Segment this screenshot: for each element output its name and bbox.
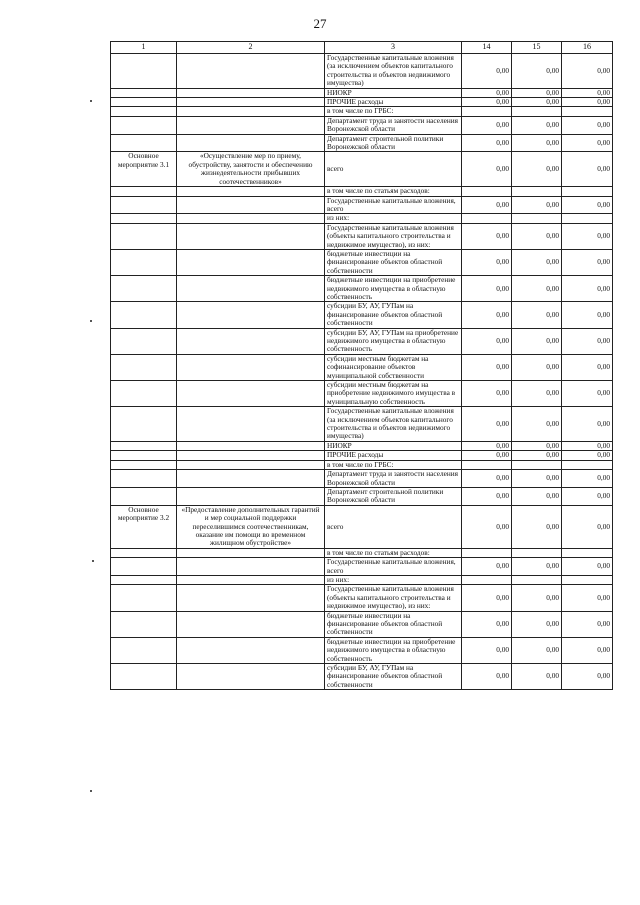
value-cell-14: 0,00 <box>462 249 512 275</box>
value-cell-15 <box>512 107 562 116</box>
activity-name-cell <box>177 460 325 469</box>
value-cell-14: 0,00 <box>462 116 512 134</box>
expense-label-cell: ПРОЧИЕ расходы <box>325 451 462 460</box>
activity-code-cell: Основное мероприятие 3.1 <box>111 152 177 187</box>
value-cell-14: 0,00 <box>462 276 512 302</box>
activity-code-cell <box>111 611 177 637</box>
table-row <box>111 451 613 460</box>
activity-code-cell <box>111 98 177 107</box>
value-cell-14: 0,00 <box>462 54 512 89</box>
activity-name-cell <box>177 54 325 89</box>
value-cell-16 <box>562 460 613 469</box>
value-cell-15: 0,00 <box>512 611 562 637</box>
activity-name-cell <box>177 611 325 637</box>
table-row <box>111 354 613 380</box>
value-cell-14: 0,00 <box>462 637 512 663</box>
value-cell-14: 0,00 <box>462 152 512 187</box>
expense-label-cell: бюджетные инвестиции на приобретение недвижимого имущества в областную собственность <box>325 637 462 663</box>
value-cell-14: 0,00 <box>462 88 512 97</box>
value-cell-14 <box>462 575 512 584</box>
value-cell-14 <box>462 460 512 469</box>
value-cell-15: 0,00 <box>512 354 562 380</box>
value-cell-16: 0,00 <box>562 611 613 637</box>
activity-name-cell <box>177 134 325 152</box>
expense-label-cell: из них: <box>325 575 462 584</box>
value-cell-16: 0,00 <box>562 88 613 97</box>
expense-label-cell: Департамент труда и занятости населения Воронежской области <box>325 470 462 488</box>
value-cell-14: 0,00 <box>462 223 512 249</box>
value-cell-15: 0,00 <box>512 487 562 505</box>
value-cell-16: 0,00 <box>562 558 613 576</box>
activity-code-cell <box>111 223 177 249</box>
expense-label-cell: бюджетные инвестиции на финансирование объектов областной собственности <box>325 249 462 275</box>
value-cell-14: 0,00 <box>462 470 512 488</box>
table-row <box>111 558 613 576</box>
table-row <box>111 470 613 488</box>
value-cell-14: 0,00 <box>462 407 512 442</box>
value-cell-16: 0,00 <box>562 487 613 505</box>
activity-name-cell <box>177 98 325 107</box>
value-cell-15: 0,00 <box>512 276 562 302</box>
activity-name-cell <box>177 585 325 611</box>
expense-label-cell: субсидии БУ, АУ, ГУПам на приобретение недвижимого имущества в областную собственность <box>325 328 462 354</box>
table-row <box>111 585 613 611</box>
scan-mark <box>90 790 92 792</box>
expense-label-cell: в том числе по статьям расходов: <box>325 548 462 557</box>
activity-code-cell <box>111 664 177 690</box>
activity-code-cell <box>111 407 177 442</box>
activity-code-cell <box>111 441 177 450</box>
expense-label-cell: всего <box>325 152 462 187</box>
activity-name-cell <box>177 107 325 116</box>
value-cell-16: 0,00 <box>562 585 613 611</box>
value-cell-14: 0,00 <box>462 505 512 548</box>
activity-name-cell <box>177 407 325 442</box>
activity-code-cell <box>111 196 177 214</box>
activity-name-cell <box>177 223 325 249</box>
activity-name-cell <box>177 214 325 223</box>
expense-label-cell: в том числе по ГРБС: <box>325 107 462 116</box>
activity-code-cell <box>111 558 177 576</box>
table-row <box>111 407 613 442</box>
value-cell-14: 0,00 <box>462 451 512 460</box>
activity-code-cell <box>111 134 177 152</box>
value-cell-15: 0,00 <box>512 54 562 89</box>
header-cell: 3 <box>325 42 462 54</box>
value-cell-15 <box>512 460 562 469</box>
activity-code-cell <box>111 460 177 469</box>
expense-label-cell: Государственные капитальные вложения (объекты капитального строительства и недвижимое имущество), из них: <box>325 585 462 611</box>
header-row <box>111 42 613 54</box>
value-cell-14: 0,00 <box>462 664 512 690</box>
activity-name-cell <box>177 441 325 450</box>
value-cell-15 <box>512 187 562 196</box>
scan-mark <box>90 100 92 102</box>
value-cell-16: 0,00 <box>562 451 613 460</box>
value-cell-16: 0,00 <box>562 54 613 89</box>
value-cell-14 <box>462 187 512 196</box>
activity-code-cell <box>111 585 177 611</box>
value-cell-16: 0,00 <box>562 116 613 134</box>
table-row <box>111 302 613 328</box>
value-cell-14: 0,00 <box>462 134 512 152</box>
page-number: 27 <box>313 16 327 31</box>
expense-label-cell: ПРОЧИЕ расходы <box>325 98 462 107</box>
value-cell-15 <box>512 214 562 223</box>
value-cell-15: 0,00 <box>512 637 562 663</box>
table-row <box>111 637 613 663</box>
value-cell-14: 0,00 <box>462 487 512 505</box>
activity-code-cell <box>111 187 177 196</box>
value-cell-16: 0,00 <box>562 134 613 152</box>
expense-label-cell: из них: <box>325 214 462 223</box>
value-cell-16: 0,00 <box>562 98 613 107</box>
activity-name-cell <box>177 354 325 380</box>
value-cell-16 <box>562 187 613 196</box>
value-cell-15 <box>512 575 562 584</box>
value-cell-16: 0,00 <box>562 196 613 214</box>
value-cell-14: 0,00 <box>462 98 512 107</box>
expense-label-cell: субсидии БУ, АУ, ГУПам на финансирование объектов областной собственности <box>325 302 462 328</box>
value-cell-15: 0,00 <box>512 505 562 548</box>
activity-name-cell <box>177 276 325 302</box>
value-cell-15: 0,00 <box>512 585 562 611</box>
expense-label-cell: Департамент строительной политики Воронежской области <box>325 487 462 505</box>
value-cell-15: 0,00 <box>512 116 562 134</box>
activity-name-cell <box>177 451 325 460</box>
table-row <box>111 134 613 152</box>
activity-code-cell <box>111 276 177 302</box>
activity-code-cell <box>111 54 177 89</box>
table-row <box>111 249 613 275</box>
expense-label-cell: Государственные капитальные вложения (объекты капитального строительства и недвижимое имущество), из них: <box>325 223 462 249</box>
expense-label-cell: в том числе по ГРБС: <box>325 460 462 469</box>
value-cell-16: 0,00 <box>562 407 613 442</box>
value-cell-15: 0,00 <box>512 223 562 249</box>
activity-code-cell <box>111 470 177 488</box>
value-cell-14: 0,00 <box>462 196 512 214</box>
value-cell-16: 0,00 <box>562 276 613 302</box>
table-row <box>111 223 613 249</box>
expense-label-cell: Государственные капитальные вложения (за исключением объектов капитального строительства и объектов недвижимого имущества) <box>325 407 462 442</box>
value-cell-14 <box>462 548 512 557</box>
activity-name-cell <box>177 302 325 328</box>
value-cell-16: 0,00 <box>562 223 613 249</box>
value-cell-16: 0,00 <box>562 470 613 488</box>
value-cell-15: 0,00 <box>512 302 562 328</box>
expense-label-cell: НИОКР <box>325 441 462 450</box>
value-cell-16 <box>562 107 613 116</box>
value-cell-15: 0,00 <box>512 558 562 576</box>
table-row <box>111 487 613 505</box>
activity-code-cell <box>111 487 177 505</box>
value-cell-14: 0,00 <box>462 585 512 611</box>
activity-name-cell <box>177 116 325 134</box>
activity-name-cell <box>177 328 325 354</box>
activity-name-cell <box>177 637 325 663</box>
activity-name-cell <box>177 470 325 488</box>
expense-label-cell: Государственные капитальные вложения (за исключением объектов капитального строительства и объектов недвижимого имущества) <box>325 54 462 89</box>
activity-name-cell <box>177 187 325 196</box>
value-cell-15: 0,00 <box>512 470 562 488</box>
activity-code-cell <box>111 575 177 584</box>
activity-name-cell <box>177 664 325 690</box>
value-cell-14: 0,00 <box>462 558 512 576</box>
value-cell-16: 0,00 <box>562 249 613 275</box>
value-cell-15: 0,00 <box>512 98 562 107</box>
value-cell-15: 0,00 <box>512 249 562 275</box>
value-cell-16: 0,00 <box>562 381 613 407</box>
value-cell-15: 0,00 <box>512 381 562 407</box>
table-body <box>111 54 613 690</box>
value-cell-16: 0,00 <box>562 152 613 187</box>
value-cell-16: 0,00 <box>562 441 613 450</box>
value-cell-14: 0,00 <box>462 302 512 328</box>
value-cell-15 <box>512 548 562 557</box>
value-cell-16 <box>562 214 613 223</box>
activity-name-cell <box>177 88 325 97</box>
expense-label-cell: всего <box>325 505 462 548</box>
budget-table <box>110 41 613 690</box>
value-cell-16: 0,00 <box>562 302 613 328</box>
activity-name-cell <box>177 575 325 584</box>
value-cell-14: 0,00 <box>462 611 512 637</box>
activity-code-cell <box>111 451 177 460</box>
expense-label-cell: НИОКР <box>325 88 462 97</box>
activity-code-cell <box>111 381 177 407</box>
activity-code-cell <box>111 328 177 354</box>
expense-label-cell: бюджетные инвестиции на финансирование объектов областной собственности <box>325 611 462 637</box>
value-cell-15: 0,00 <box>512 451 562 460</box>
activity-code-cell <box>111 107 177 116</box>
value-cell-16: 0,00 <box>562 637 613 663</box>
expense-label-cell: субсидии БУ, АУ, ГУПам на финансирование объектов областной собственности <box>325 664 462 690</box>
value-cell-14: 0,00 <box>462 381 512 407</box>
table-row <box>111 196 613 214</box>
activity-code-cell <box>111 249 177 275</box>
table-row <box>111 611 613 637</box>
value-cell-15: 0,00 <box>512 134 562 152</box>
expense-label-cell: в том числе по статьям расходов: <box>325 187 462 196</box>
value-cell-15: 0,00 <box>512 88 562 97</box>
table-row <box>111 152 613 187</box>
expense-label-cell: Департамент строительной политики Воронежской области <box>325 134 462 152</box>
value-cell-15: 0,00 <box>512 664 562 690</box>
expense-label-cell: Государственные капитальные вложения, всего <box>325 558 462 576</box>
activity-code-cell <box>111 214 177 223</box>
header-cell: 16 <box>562 42 613 54</box>
activity-name-cell <box>177 558 325 576</box>
table-row <box>111 276 613 302</box>
table-row <box>111 381 613 407</box>
activity-code-cell <box>111 548 177 557</box>
value-cell-16 <box>562 575 613 584</box>
activity-name-cell <box>177 196 325 214</box>
table-row <box>111 187 613 196</box>
value-cell-15: 0,00 <box>512 407 562 442</box>
expense-label-cell: бюджетные инвестиции на приобретение недвижимого имущества в областную собственность <box>325 276 462 302</box>
table-row <box>111 505 613 548</box>
value-cell-16: 0,00 <box>562 664 613 690</box>
scan-mark <box>92 560 94 562</box>
value-cell-16 <box>562 548 613 557</box>
table-row <box>111 664 613 690</box>
header-cell: 15 <box>512 42 562 54</box>
activity-code-cell <box>111 354 177 380</box>
value-cell-14: 0,00 <box>462 354 512 380</box>
activity-code-cell <box>111 302 177 328</box>
value-cell-14 <box>462 214 512 223</box>
table-row <box>111 328 613 354</box>
value-cell-16: 0,00 <box>562 354 613 380</box>
value-cell-14: 0,00 <box>462 441 512 450</box>
activity-name-cell: «Осуществление мер по приему, обустройству, занятости и обеспечению жизнедеятельности прибывших соотечественников» <box>177 152 325 187</box>
expense-label-cell: Государственные капитальные вложения, всего <box>325 196 462 214</box>
activity-code-cell: Основное мероприятие 3.2 <box>111 505 177 548</box>
expense-label-cell: субсидии местным бюджетам на софинансирование объектов муниципальной собственности <box>325 354 462 380</box>
header-cell: 2 <box>177 42 325 54</box>
activity-name-cell <box>177 487 325 505</box>
value-cell-16: 0,00 <box>562 328 613 354</box>
value-cell-16: 0,00 <box>562 505 613 548</box>
activity-name-cell <box>177 548 325 557</box>
expense-label-cell: субсидии местным бюджетам на приобретение недвижимого имущества в муниципальную собственность <box>325 381 462 407</box>
value-cell-15: 0,00 <box>512 196 562 214</box>
table-row <box>111 107 613 116</box>
activity-name-cell: «Предоставление дополнительных гарантий и мер социальной поддержки переселившимся соотечественникам, оказание им помощи во временном жилищном обустройстве» <box>177 505 325 548</box>
value-cell-14: 0,00 <box>462 328 512 354</box>
activity-name-cell <box>177 381 325 407</box>
activity-name-cell <box>177 249 325 275</box>
header-cell: 1 <box>111 42 177 54</box>
value-cell-15: 0,00 <box>512 441 562 450</box>
scan-mark <box>90 320 92 322</box>
activity-code-cell <box>111 116 177 134</box>
expense-label-cell: Департамент труда и занятости населения Воронежской области <box>325 116 462 134</box>
table-row <box>111 116 613 134</box>
table-row <box>111 54 613 89</box>
value-cell-15: 0,00 <box>512 328 562 354</box>
activity-code-cell <box>111 88 177 97</box>
header-cell: 14 <box>462 42 512 54</box>
table-row <box>111 214 613 223</box>
value-cell-14 <box>462 107 512 116</box>
value-cell-15: 0,00 <box>512 152 562 187</box>
activity-code-cell <box>111 637 177 663</box>
